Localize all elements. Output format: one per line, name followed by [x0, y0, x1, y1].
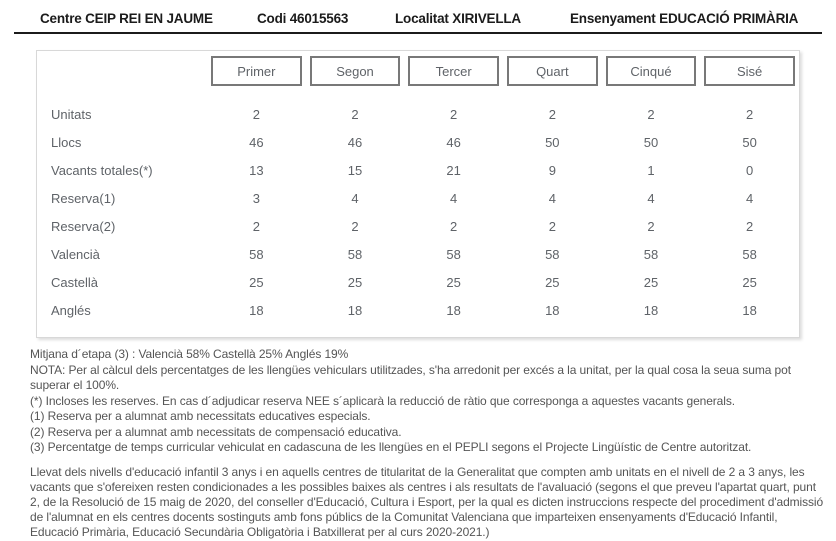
table-cell: 58	[347, 246, 363, 262]
table-cell: 1	[647, 162, 655, 178]
header-spacer	[37, 56, 207, 86]
note-reserva-1: (1) Reserva per a alumnat amb necessitats educatives especials.	[30, 409, 371, 423]
table-row	[37, 212, 799, 240]
table-cell: 2	[351, 218, 359, 234]
vacancy-table	[36, 50, 800, 338]
table-row	[37, 240, 799, 268]
table-cell: 25	[742, 274, 757, 290]
table-cell: 25	[643, 274, 659, 290]
table-cell: 58	[643, 246, 659, 262]
row-label: Unitats	[51, 106, 92, 122]
table-cell: 18	[545, 302, 560, 318]
table-cell: 2	[746, 218, 754, 234]
row-label: Vacants totales(*)	[51, 162, 153, 178]
column-header-label: Quart	[507, 56, 598, 86]
row-label: Castellà	[51, 274, 98, 290]
row-label: Llocs	[51, 134, 82, 150]
table-cell: 46	[446, 134, 461, 150]
column-header-cinqué	[602, 56, 701, 86]
column-header-primer	[207, 56, 306, 86]
table-cell: 18	[249, 302, 264, 318]
table-cell: 13	[249, 162, 264, 178]
table-cell: 58	[545, 246, 560, 262]
table-cell: 9	[548, 162, 556, 178]
table-row	[37, 156, 799, 184]
table-cell: 3	[252, 190, 260, 206]
table-header-row	[37, 56, 799, 86]
note-mitjana-etapa: Mitjana d´etapa (3) : Valencià 58% Castellà 25% Anglés 19%	[30, 347, 349, 361]
table-body	[37, 100, 799, 324]
table-cell: 25	[545, 274, 560, 290]
table-row	[37, 128, 799, 156]
table-cell: 2	[450, 106, 458, 122]
table-cell: 50	[742, 134, 757, 150]
localitat-label: Localitat XIRIVELLA	[395, 11, 521, 26]
table-cell: 4	[548, 190, 556, 206]
row-label: Reserva(1)	[51, 190, 116, 206]
table-cell: 2	[548, 218, 556, 234]
header-divider	[14, 32, 822, 34]
table-cell: 25	[347, 274, 363, 290]
table-cell: 4	[746, 190, 754, 206]
note-percentatge: (3) Percentatge de temps curricular vehiculat en cadascuna de les llengües en el PEPLI segons el Projecte Lingüístic de Centre autoritzat.	[30, 440, 752, 454]
legal-paragraph: Llevat dels nivells d'educació infantil 3 anys i en aquells centres de titularitat de la Generalitat que compten amb unitats en el nivell de 2 a 3 anys, les vacants que s'ofereixen resten condicionades a les possibles baixes als centres i als resultats de l'avaluació (segons el que preveu l'apartat quart, punt 2, de la Resolució de 15 maig de 2020, del conseller d'Educació, Cultura i Esport, per la qual es dicten instruccions respecte del procediment d'admissió de l'alumnat en els centres docents sostinguts amb fons públics de la Comunitat Valenciana que imparteixen ensenyaments d'Educació Infantil, Educació Primària, Educació Secundària Obligatòria i Batxillerat per al curs 2020-2021.)	[30, 464, 824, 540]
table-cell: 18	[742, 302, 757, 318]
table-cell: 50	[545, 134, 560, 150]
column-header-label: Cinqué	[606, 56, 697, 86]
table-row	[37, 296, 799, 324]
column-header-label: Segon	[310, 56, 401, 86]
table-cell: 4	[647, 190, 655, 206]
column-header-label: Primer	[211, 56, 302, 86]
table-cell: 46	[347, 134, 363, 150]
note-reserva-2: (2) Reserva per a alumnat amb necessitats de compensació educativa.	[30, 424, 402, 439]
table-cell: 2	[647, 106, 655, 122]
table-cell: 2	[351, 106, 359, 122]
table-cell: 18	[347, 302, 363, 318]
table-cell: 18	[446, 302, 461, 318]
codi-label: Codi 46015563	[257, 11, 349, 26]
table-cell: 2	[252, 218, 260, 234]
table-cell: 50	[643, 134, 659, 150]
table-cell: 58	[249, 246, 264, 262]
column-header-quart	[503, 56, 602, 86]
column-header-label: Tercer	[408, 56, 499, 86]
table-cell: 25	[446, 274, 461, 290]
table-cell: 2	[746, 106, 754, 122]
table-cell: 58	[742, 246, 757, 262]
column-header-segon	[306, 56, 405, 86]
ensenyament-label: Ensenyament EDUCACIÓ PRIMÀRIA	[570, 11, 799, 26]
table-cell: 2	[548, 106, 556, 122]
table-row	[37, 100, 799, 128]
note-nota: NOTA: Per al càlcul dels percentatges de les llengües vehiculars utilitzades, s'ha arredonit per excés a la unitat, per la qual cosa la seua suma pot superar el 100%.	[30, 362, 791, 392]
table-cell: 21	[446, 162, 461, 178]
notes-section	[30, 347, 826, 541]
table-row	[37, 268, 799, 296]
table-cell: 2	[647, 218, 655, 234]
table-cell: 18	[643, 302, 659, 318]
table-cell: 2	[252, 106, 260, 122]
table-cell: 2	[450, 218, 458, 234]
table-cell: 0	[746, 162, 754, 178]
column-header-sisé	[700, 56, 799, 86]
column-header-tercer	[404, 56, 503, 86]
centre-label: Centre CEIP REI EN JAUME	[40, 11, 213, 26]
table-row	[37, 184, 799, 212]
table-cell: 46	[249, 134, 264, 150]
table-cell: 58	[446, 246, 461, 262]
column-header-label: Sisé	[704, 56, 795, 86]
table-cell: 4	[351, 190, 359, 206]
table-cell: 25	[249, 274, 264, 290]
row-label: Reserva(2)	[51, 218, 116, 234]
row-label: Valencià	[51, 246, 100, 262]
row-label: Anglés	[51, 302, 91, 318]
note-asterisk: (*) Incloses les reserves. En cas d´adjudicar reserva NEE s´aplicarà la reducció de ràtio que corresponga a aquestes vacants generals.	[30, 393, 735, 408]
table-cell: 15	[347, 162, 363, 178]
document-header	[0, 0, 836, 34]
table-cell: 4	[450, 190, 458, 206]
